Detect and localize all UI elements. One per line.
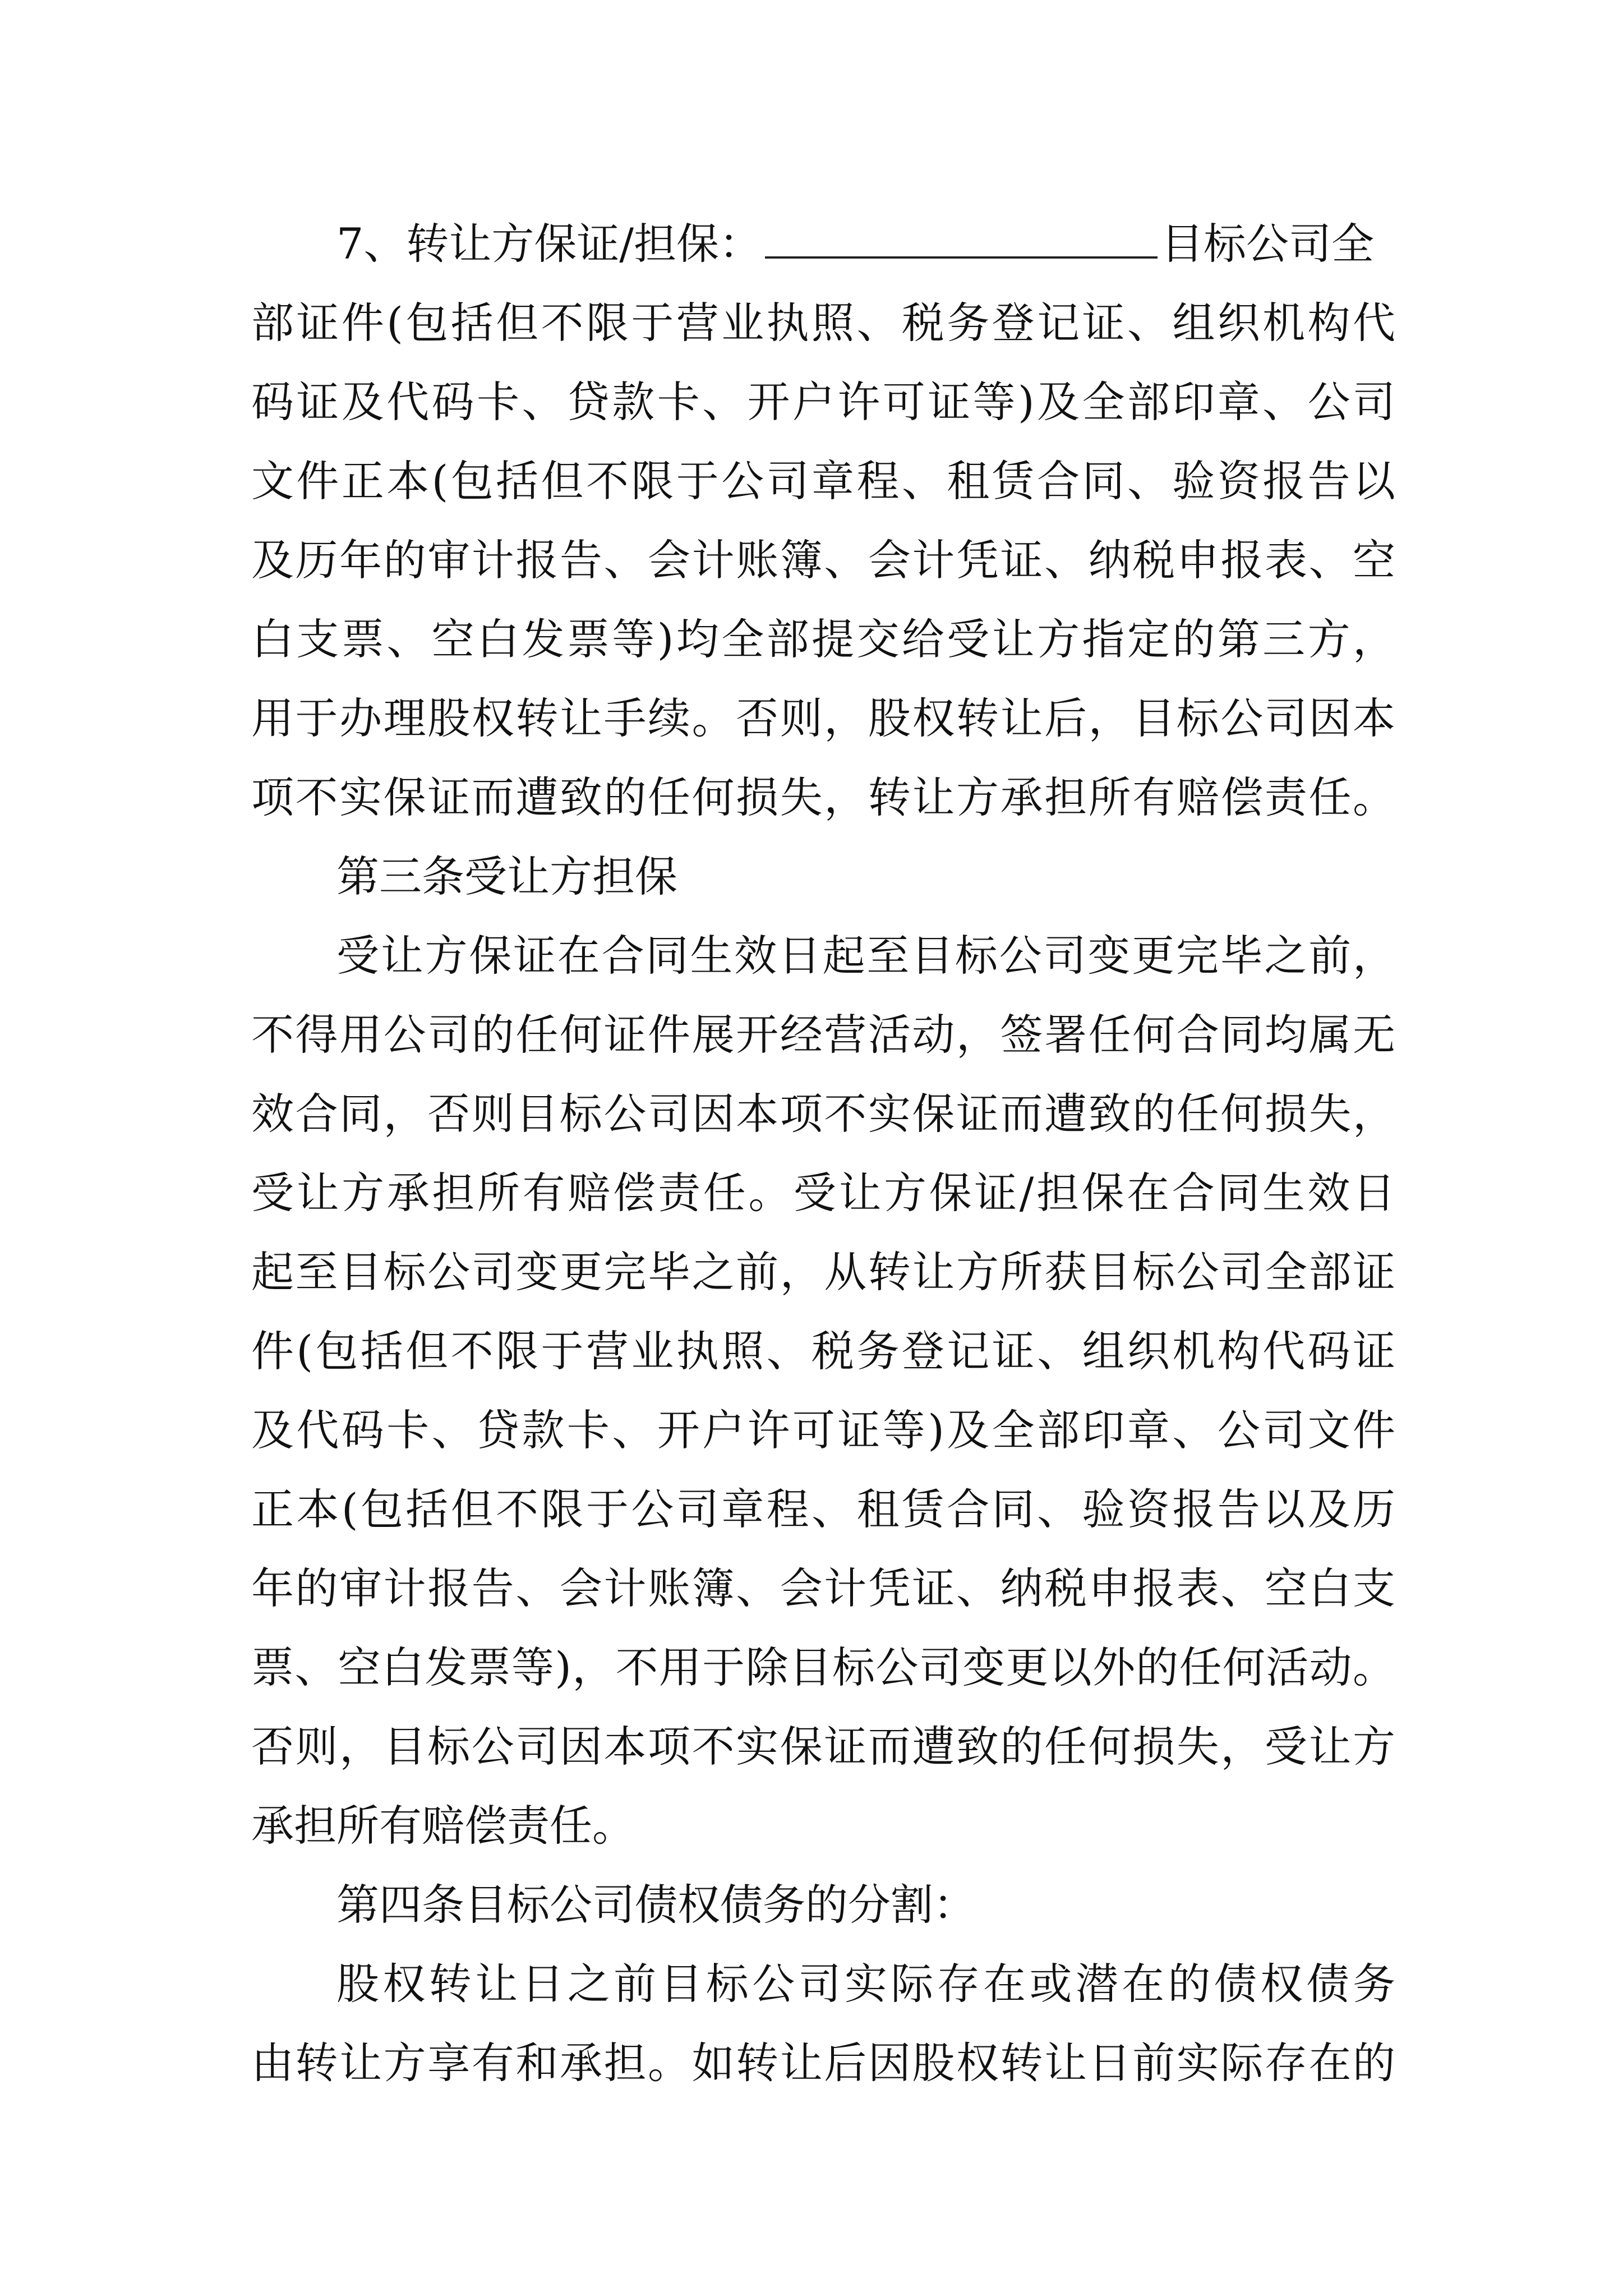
paragraph-line-20: 否则，目标公司因本项不实保证而遭致的任何损失，受让方	[251, 1722, 1395, 1772]
paragraph-line-23: 股权转让日之前目标公司实际存在或潜在的债权债务	[336, 1959, 1395, 2009]
paragraph-line-19: 票、空白发票等)，不用于除目标公司变更以外的任何活动。	[251, 1642, 1395, 1692]
section-heading-article-3: 第三条受让方担保	[336, 852, 677, 901]
paragraph-line-10: 受让方保证在合同生效日起至目标公司变更完毕之前，	[336, 931, 1395, 981]
paragraph-line-16: 及代码卡、贷款卡、开户许可证等)及全部印章、公司文件	[251, 1405, 1395, 1455]
clause-7-continuation: 目标公司全	[1160, 219, 1374, 269]
section-heading-article-4: 第四条目标公司债权债务的分割：	[336, 1880, 976, 1930]
paragraph-line-17: 正本(包括但不限于公司章程、租赁合同、验资报告以及历	[251, 1484, 1395, 1534]
paragraph-line-2: 部证件(包括但不限于营业执照、税务登记证、组织机构代	[251, 298, 1395, 348]
paragraph-line-21: 承担所有赔偿责任。	[251, 1801, 635, 1851]
paragraph-line-5: 及历年的审计报告、会计账簿、会计凭证、纳税申报表、空	[251, 535, 1395, 585]
clause-7-heading: 7、转让方保证/担保：	[336, 219, 762, 269]
paragraph-line-7: 用于办理股权转让手续。否则，股权转让后，目标公司因本	[251, 693, 1395, 743]
paragraph-line-11: 不得用公司的任何证件展开经营活动，签署任何合同均属无	[251, 1010, 1395, 1060]
paragraph-line-6: 白支票、空白发票等)均全部提交给受让方指定的第三方，	[251, 614, 1395, 664]
paragraph-line-8: 项不实保证而遭致的任何损失，转让方承担所有赔偿责任。	[251, 772, 1395, 822]
paragraph-line-1	[336, 216, 1395, 272]
guarantee-blank-line	[765, 217, 1158, 259]
paragraph-line-12: 效合同，否则目标公司因本项不实保证而遭致的任何损失，	[251, 1089, 1395, 1139]
paragraph-line-14: 起至目标公司变更完毕之前，从转让方所获目标公司全部证	[251, 1247, 1395, 1297]
paragraph-line-18: 年的审计报告、会计账簿、会计凭证、纳税申报表、空白支	[251, 1563, 1395, 1613]
paragraph-line-13: 受让方承担所有赔偿责任。受让方保证/担保在合同生效日	[251, 1168, 1395, 1218]
paragraph-line-24: 由转让方享有和承担。如转让后因股权转让日前实际存在的	[251, 2038, 1395, 2088]
paragraph-line-15: 件(包括但不限于营业执照、税务登记证、组织机构代码证	[251, 1326, 1395, 1376]
paragraph-line-3: 码证及代码卡、贷款卡、开户许可证等)及全部印章、公司	[251, 377, 1395, 427]
paragraph-line-4: 文件正本(包括但不限于公司章程、租赁合同、验资报告以	[251, 456, 1395, 506]
